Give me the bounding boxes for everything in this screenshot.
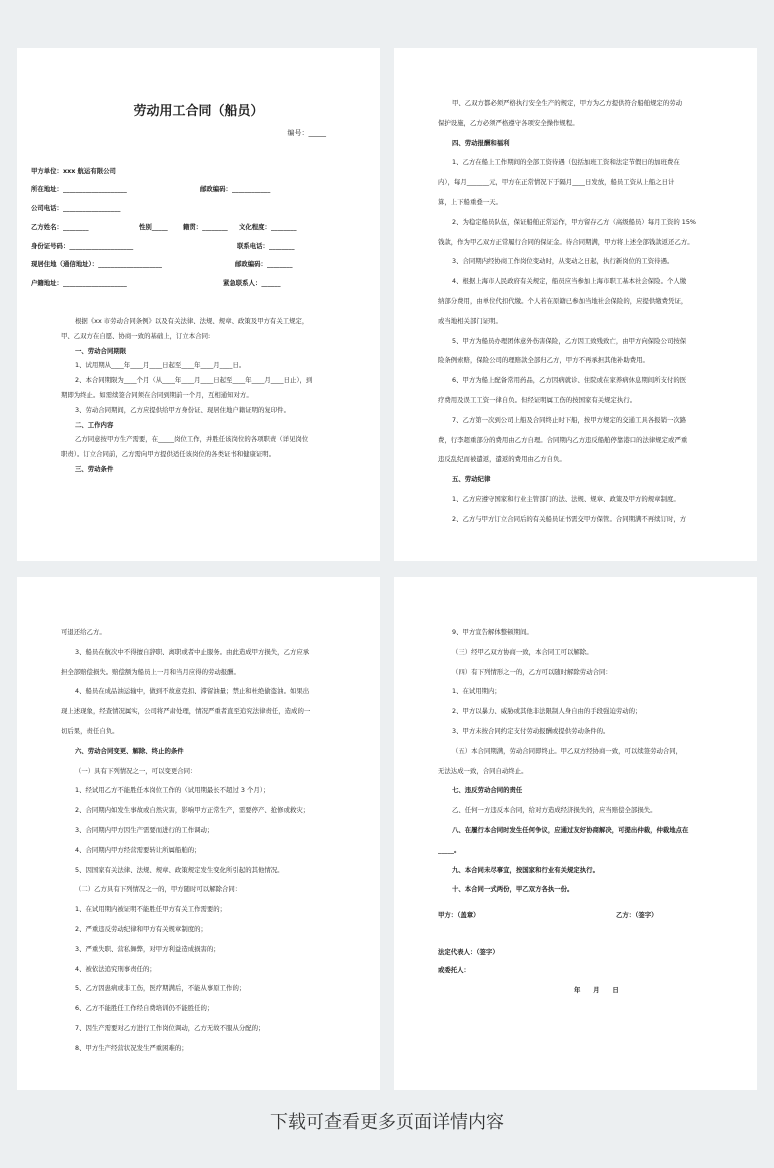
page2-line: 3、合同期内经协商工作岗位变动时，从变动之日起，执行新岗位的工资待遇。 <box>452 257 674 266</box>
page2-line: 违反乱纪而被遣返，遣返的费用由乙方自负。 <box>438 455 566 464</box>
page4-line: 3、甲方未按合同约定支付劳动报酬或提供劳动条件的。 <box>452 726 610 735</box>
page3-line: 2、合同期内如发生事故或自然灾害，影响甲方正常生产，需要停产、抢修或救灾； <box>75 806 310 815</box>
page1-line: 1、试用期从____年____月____日起至____年____月____日。 <box>75 361 246 370</box>
page2-line: 保护设施，乙方必须严格遵守各项安全操作规程。 <box>438 118 579 127</box>
page2-line: 险条例索赔，保险公司的理赔款全部归乙方，甲方不再承担其他补助费用。 <box>438 356 649 365</box>
page3-line: 4、被依法追究刑事责任的； <box>75 964 156 973</box>
sign-date: 年 月 日 <box>574 986 619 994</box>
page2-line: 或当地相关部门证明。 <box>438 316 502 325</box>
page3-line: 3、合同期内甲方因生产需要而进行的工作调动； <box>75 825 214 834</box>
page2-line: 费，行李超重部分的费用由乙方自理。合同期内乙方违反船舶停靠港口的法律规定或严重 <box>438 435 688 444</box>
page3-line: 现上述现象，经查情况属实，公司将严肃处理，情况严重者直至追究法律责任，造成的一 <box>61 707 311 716</box>
postcode-field-2: 邮政编码：________ <box>235 260 293 268</box>
page-1-body <box>61 314 361 477</box>
page1-line: 一、劳动合同期限 <box>75 346 127 355</box>
page4-line: （五）本合同期满，劳动合同即终止。甲乙双方经协商一致，可以续签劳动合同， <box>452 746 683 755</box>
page2-line: 内），每月_______元，甲方在正常情况下于隔月____日发放，船员工资从上船之日计 <box>438 178 675 187</box>
page4-line: 七、违反劳动合同的责任 <box>452 786 523 795</box>
education-field: 文化程度：________ <box>239 223 297 231</box>
page1-line: 三、劳动条件 <box>75 464 114 473</box>
party-b-signature: 乙方：（签字） <box>616 911 658 919</box>
page4-line: 十、本合同一式两份，甲乙双方各执一份。 <box>452 885 574 894</box>
page1-line: 3、劳动合同期间，乙方应提供给甲方身份证、现居住地户籍证明的复印件。 <box>75 405 290 414</box>
page2-line: 疗费用及误工工资一律自负。但经证明属工伤的按国家有关规定执行。 <box>438 395 637 404</box>
page3-line: （一）具有下列情况之一，可以变更合同： <box>75 766 197 775</box>
document-title: 劳动用工合同（船员） <box>133 104 264 119</box>
page4-line: （四）有下列情形之一的，乙方可以随时解除劳动合同： <box>452 667 612 676</box>
page3-line: 2、严重违反劳动纪律和甲方有关规章制度的； <box>75 924 207 933</box>
page3-line: 5、因国家有关法律、法规、规章、政策规定发生变化所引起的其他情况。 <box>75 865 284 874</box>
page1-line: 乙方同意按甲方生产需要，在_____岗位工作，并胜任该岗位的各项职责（详见岗位 <box>75 435 309 444</box>
page2-line: 6、甲方为船上配备常用药品，乙方因病就诊、住院或在家养病休息期间所支付的医 <box>452 376 687 385</box>
page1-line: 2、本合同期限为____个月（从____年____月____日起至____年____月____日止），到 <box>75 376 313 385</box>
contact-phone-field: 联系电话：________ <box>237 242 295 250</box>
page1-line: 期即为终止。如需续签合同须在合同到期前一个月，互相通知对方。 <box>61 390 253 399</box>
page4-line: 无法达成一致，合同自动终止。 <box>438 766 528 775</box>
footer-caption: 下载可查看更多页面详情内容 <box>270 1112 504 1133</box>
page3-line: 1、经试用乙方不能胜任本岗位工作的（试用期最长不超过 3 个月）； <box>75 786 270 795</box>
page3-line: 担全部赔偿损失。赔偿额为船员上一月和当月应得的劳动报酬。 <box>61 667 240 676</box>
page3-line: 切后果，责任自负。 <box>61 726 119 735</box>
page4-line: _____。 <box>438 845 461 854</box>
page3-line: 4、船员在成品油运输中，做到不故意克扣、滞留油量；禁止和杜绝偷盗油。如果出 <box>75 687 310 696</box>
page1-line: 职责）。订立合同前，乙方需向甲方提供适任该岗位的各类证书和健康证明。 <box>61 450 276 459</box>
page-4-body <box>438 623 738 900</box>
party-b-name-field: 乙方姓名：________ <box>31 223 89 231</box>
agent: 或委托人： <box>438 966 470 974</box>
page4-line: 9、甲方宣告解体整顿期间。 <box>452 628 533 636</box>
page1-line: 甲、乙双方在自愿、协商一致的基础上，订立本合同: <box>61 331 211 340</box>
gender-field: 性别_____ <box>139 223 168 231</box>
legal-representative: 法定代表人：（签字） <box>438 948 499 956</box>
page3-line: 3、严重失职、营私舞弊，对甲方利益造成损害的； <box>75 944 220 953</box>
page2-line: 五、劳动纪律 <box>452 475 491 484</box>
document-page-3 <box>17 577 380 1090</box>
page2-line: 4、根据上海市人民政府有关规定，船员应当参加上海市职工基本社会保险。个人缴 <box>452 277 687 286</box>
hometown-field: 籍贯：________ <box>183 223 228 231</box>
page2-line: 7、乙方第一次到公司上船及合同终止时下船，按甲方规定的交通工具各报销一次路 <box>452 415 687 424</box>
page1-line: 根据《xx 市劳动合同条例》以及有关法律、法规、规章、政策及甲方有关工规定， <box>75 317 309 325</box>
page2-line: 甲、乙双方都必须严格执行安全生产的规定，甲方为乙方提供符合船舶规定的劳动 <box>452 99 683 107</box>
page2-line: 1、乙方应遵守国家和行业主管部门的法、法规、规章、政策及甲方的规章制度。 <box>452 494 680 503</box>
page1-line: 二、工作内容 <box>75 420 114 429</box>
page4-line: 九、本合同未尽事宜，按国家和行业有关规定执行。 <box>452 865 599 874</box>
page2-line: 1、乙方在船上工作期间的全部工资待遇（包括加班工资和法定节假日的加班费在 <box>452 158 680 167</box>
page3-line: 7、因生产需要对乙方进行工作岗位调动，乙方无故不服从分配的； <box>75 1023 265 1032</box>
page3-line: 可退还给乙方。 <box>61 628 106 636</box>
page2-line: 2、为稳定船员队伍，保证船舶正常运作，甲方留存乙方（高级船员）每月工资的 15% <box>452 217 696 226</box>
household-address-field: 户籍地址：____________________ <box>31 279 127 287</box>
page4-line: 1、在试用期内； <box>452 687 501 696</box>
page4-line: 2、甲方以暴力、威胁或其他非法限制人身自由的手段强迫劳动的； <box>452 707 642 716</box>
page-3-body <box>61 623 361 1059</box>
postcode-field: 邮政编码：____________ <box>200 185 271 193</box>
page3-line: 4、合同期内甲方经营需要转让所属船舶的； <box>75 845 201 854</box>
current-address-field: 现居住地（通信地址）：____________________ <box>31 260 163 268</box>
document-page-1 <box>17 48 380 561</box>
document-page-4 <box>394 577 757 1090</box>
page3-line: 1、在试用期内被证明不能胜任甲方有关工作需要的； <box>75 905 227 914</box>
company-phone-field: 公司电话：__________________ <box>31 204 121 212</box>
page3-line: 8、甲方生产经营状况发生严重困难的； <box>75 1043 188 1052</box>
page3-line: 6、乙方不能胜任工作经自费培训仍不能胜任的； <box>75 1004 214 1013</box>
party-a-signature: 甲方：（盖章） <box>438 911 480 919</box>
page2-line: 纳部分费用，由单位代扣代缴。个人若在原籍已参加当地社会保险的，应提供缴费凭证， <box>438 296 688 305</box>
id-number-field: 身份证号码：____________________ <box>31 242 134 250</box>
page4-line: 八、在履行本合同时发生任何争议，应通过友好协商解决，可提出仲裁，仲裁地点在 <box>452 825 689 834</box>
contract-number: 编号：_____ <box>287 129 326 137</box>
emergency-contact-field: 紧急联系人：______ <box>223 279 281 287</box>
page3-line: （二）乙方具有下列情况之一的，甲方随时可以解除合同： <box>75 885 242 894</box>
address-field: 所在地址：____________________ <box>31 185 127 193</box>
page2-line: 算，上下船重叠一天。 <box>438 197 502 206</box>
page2-line: 2、乙方与甲方订立合同后的有关船员证书需交甲方保管。合同期满不再续订时，方 <box>452 514 687 523</box>
document-page-2 <box>394 48 757 561</box>
party-a-company: 甲方单位：xxx 航运有限公司 <box>31 167 116 175</box>
page4-line: 乙、任何一方违反本合同，给对方造成经济损失的，应当赔偿全部损失。 <box>452 806 657 815</box>
page-2-body <box>438 94 738 530</box>
page3-line: 3、船员在航次中不得擅自辞职、离职或者中止服务。由此造成甲方损失，乙方应承 <box>75 647 310 656</box>
page2-line: 5、甲方为船员办理团体意外伤害保险，乙方因工致残致亡，由甲方向保险公司按保 <box>452 336 687 345</box>
page3-line: 5、乙方因患病或非工伤，医疗期满后，不能从事原工作的； <box>75 984 246 993</box>
page4-line: （三）经甲乙双方协商一致，本合同工可以解除。 <box>452 647 593 656</box>
page3-line: 六、劳动合同变更、解除、终止的条件 <box>75 746 184 755</box>
page2-line: 钱款，作为甲乙双方正常履行合同的保证金。待合同期满，甲方将上述全部钱款返还乙方。 <box>438 237 694 246</box>
page2-line: 四、劳动报酬和福利 <box>452 138 510 147</box>
